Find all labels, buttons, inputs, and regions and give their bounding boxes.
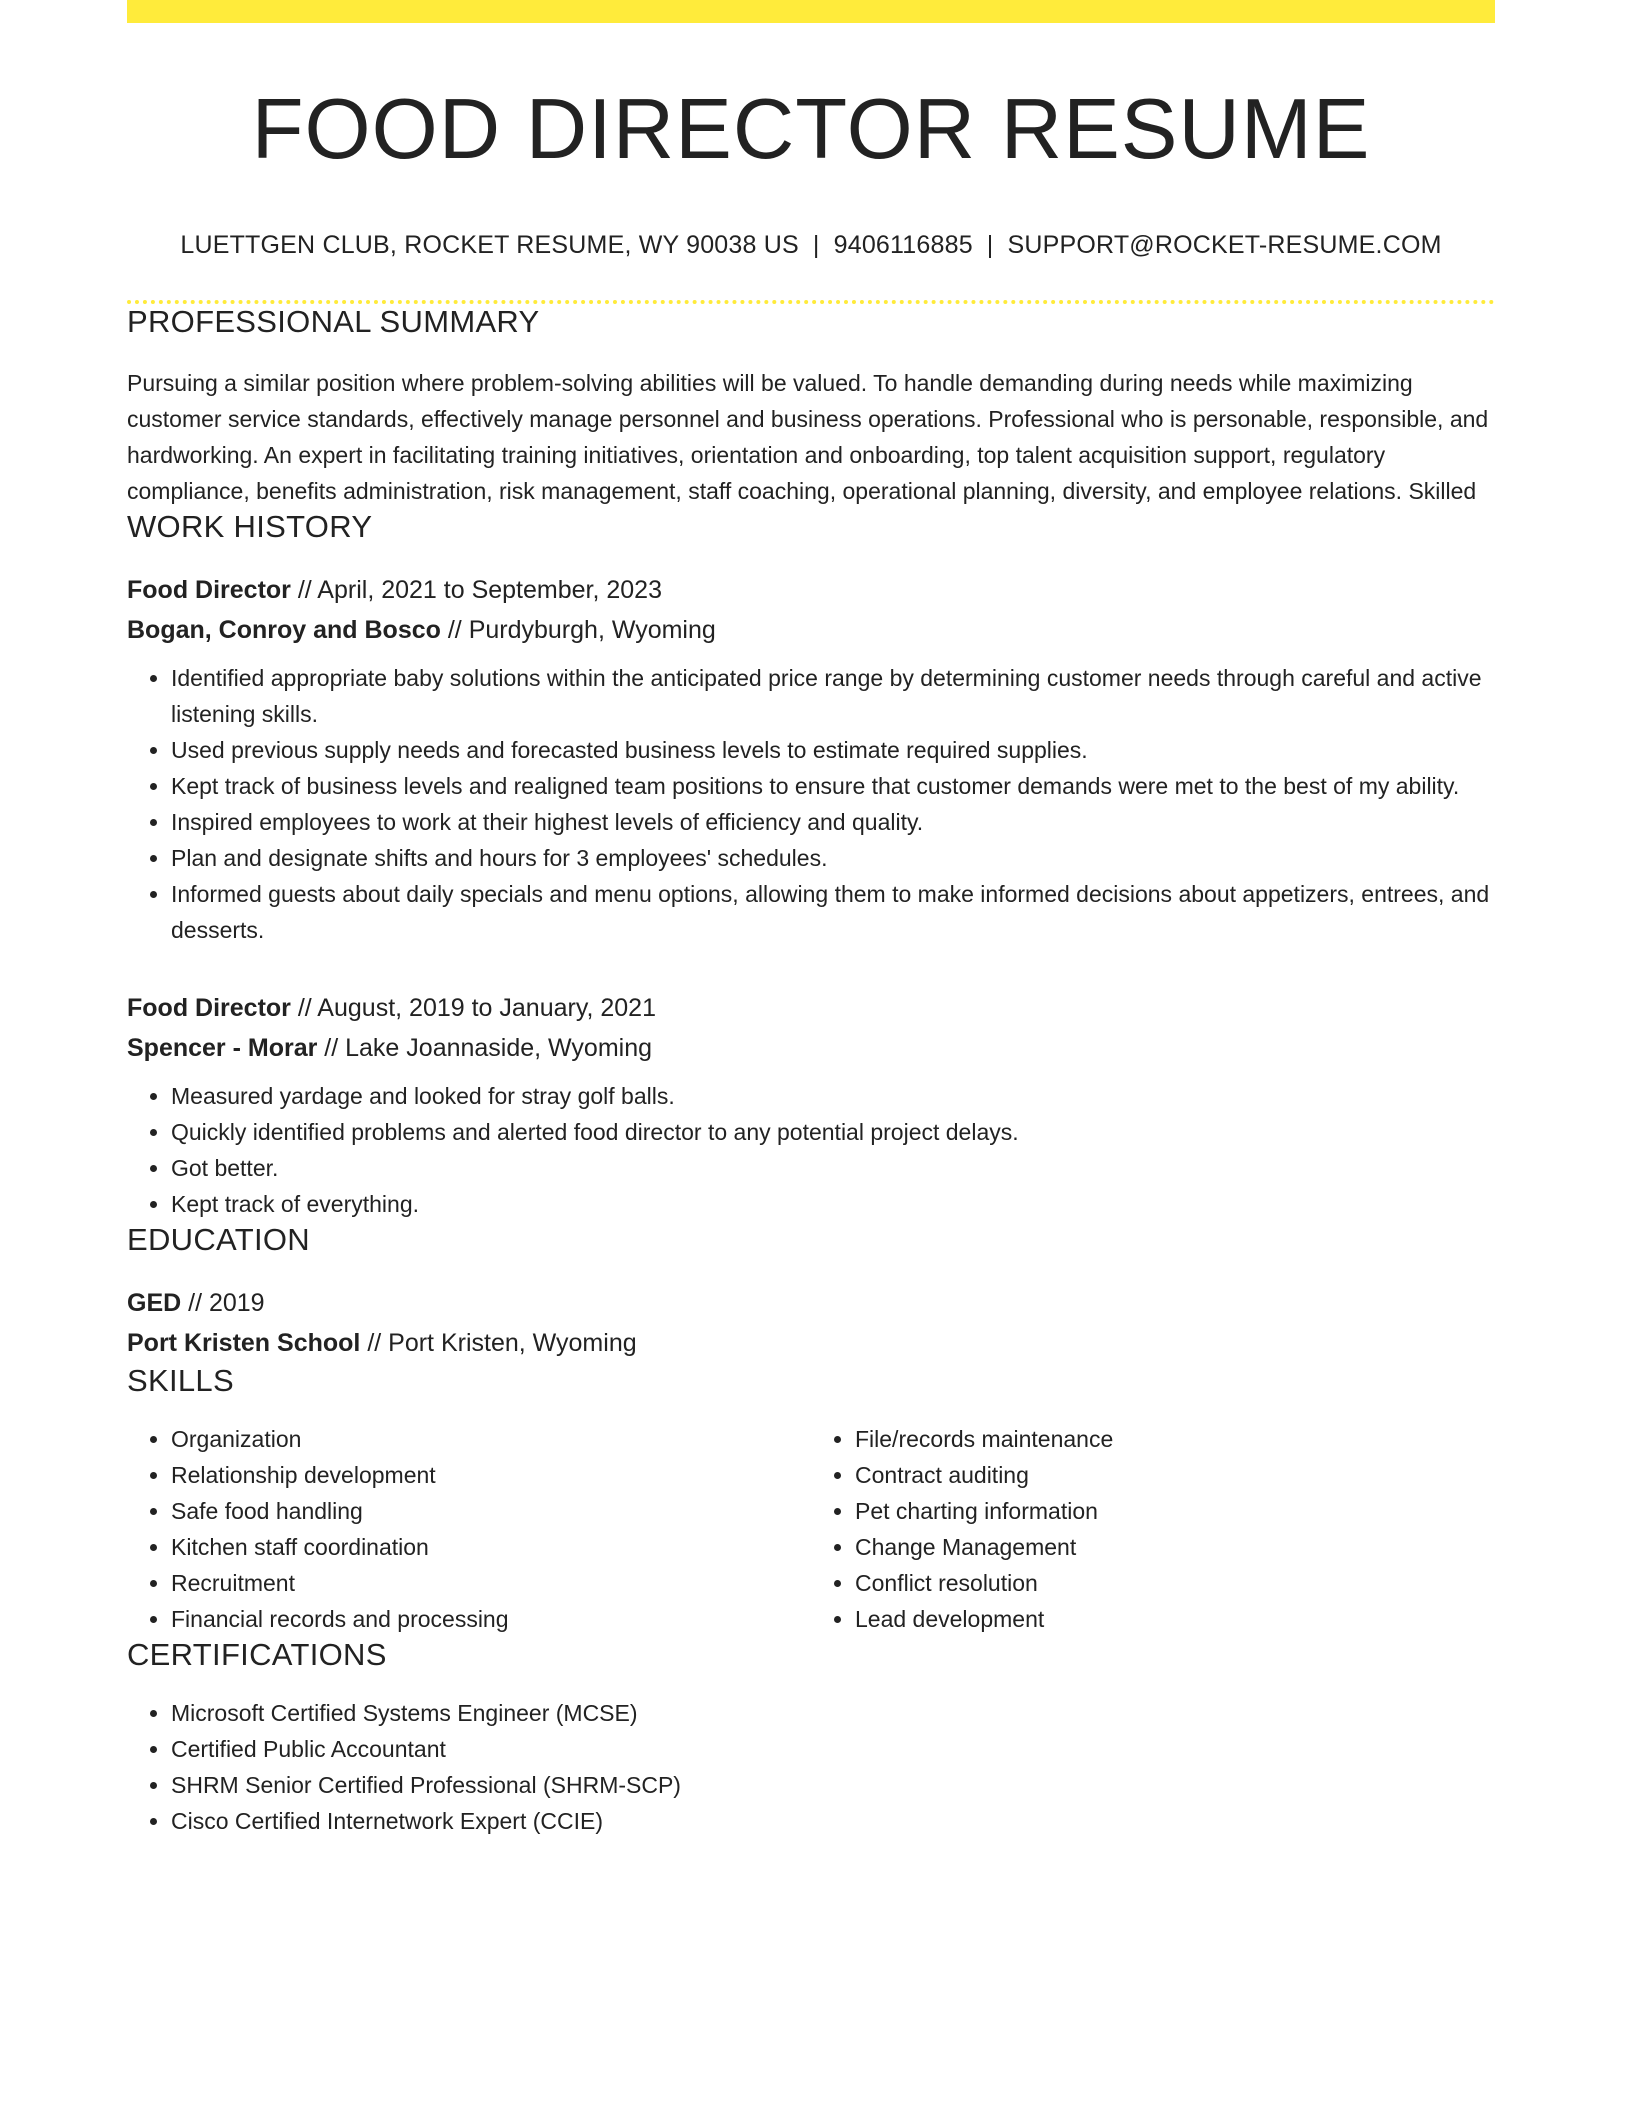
certifications-heading: CERTIFICATIONS — [127, 1637, 387, 1672]
list-item: • Recruitment — [171, 1565, 811, 1601]
contact-email: SUPPORT@ROCKET-RESUME.COM — [1007, 231, 1442, 259]
list-item: • Kitchen staff coordination — [171, 1529, 811, 1565]
job-entry — [127, 988, 1495, 1222]
job-title: Food Director — [127, 994, 291, 1022]
skills-columns — [127, 1421, 1495, 1637]
summary-text: Pursuing a similar position where problem-solving abilities will be valued. To handle demanding during needs while maximizing customer service standards, effectively manage personnel and business operations. Professional who is personable, responsible, and hardworking. An expert in facilitating training initiatives, orientation and onboarding, top talent acquisition support, regulatory compliance, benefits administration, risk management, staff coaching, operational planning, diversity, and employee relations. Skilled — [127, 370, 1489, 504]
job-dates: // August, 2019 to January, 2021 — [290, 994, 656, 1022]
job-location: // Lake Joannaside, Wyoming — [317, 1034, 653, 1062]
certifications-section — [127, 1695, 1495, 1839]
certifications-list — [127, 1695, 1495, 1839]
list-item: • Organization — [171, 1421, 811, 1457]
job-bullets — [127, 660, 1495, 948]
education-degree-line — [127, 1283, 1495, 1323]
list-item: • Financial records and processing — [171, 1601, 811, 1637]
contact-line — [127, 230, 1495, 260]
list-item: • Pet charting information — [855, 1493, 1495, 1529]
education-year: // 2019 — [181, 1289, 265, 1317]
list-item: • Got better. — [171, 1150, 1495, 1186]
job-company: Bogan, Conroy and Bosco — [127, 616, 441, 644]
list-item: • Contract auditing — [855, 1457, 1495, 1493]
list-item: • Identified appropriate baby solutions within the anticipated price range by determining customer needs through careful and active listening skills. — [171, 660, 1495, 732]
job-title-line — [127, 988, 1495, 1028]
list-item: • Conflict resolution — [855, 1565, 1495, 1601]
list-item: • Lead development — [855, 1601, 1495, 1637]
summary-heading: PROFESSIONAL SUMMARY — [127, 304, 540, 339]
contact-address: LUETTGEN CLUB, ROCKET RESUME, WY 90038 US — [180, 231, 799, 259]
list-item: • Used previous supply needs and forecasted business levels to estimate required supplies. — [171, 732, 1495, 768]
education-school-line — [127, 1323, 1495, 1363]
education-location: // Port Kristen, Wyoming — [360, 1329, 637, 1357]
job-bullets — [127, 1078, 1495, 1222]
list-item: • Safe food handling — [171, 1493, 811, 1529]
list-item: • Relationship development — [171, 1457, 811, 1493]
job-title-line — [127, 570, 1495, 610]
list-item: • File/records maintenance — [855, 1421, 1495, 1457]
job-company-line — [127, 1028, 1495, 1068]
list-item: • Quickly identified problems and alerted food director to any potential project delays. — [171, 1114, 1495, 1150]
resume-content — [127, 0, 1495, 1839]
list-item: • Kept track of everything. — [171, 1186, 1495, 1222]
work-history-heading: WORK HISTORY — [127, 509, 373, 544]
contact-separator: | — [986, 231, 994, 259]
education-school: Port Kristen School — [127, 1329, 361, 1357]
list-item: • Measured yardage and looked for stray golf balls. — [171, 1078, 1495, 1114]
education-heading: EDUCATION — [127, 1222, 310, 1257]
job-company-line — [127, 610, 1495, 650]
contact-separator: | — [812, 231, 820, 259]
education-entry — [127, 1283, 1495, 1363]
list-item: • Inspired employees to work at their highest levels of efficiency and quality. — [171, 804, 1495, 840]
list-item: • Certified Public Accountant — [171, 1731, 1495, 1767]
list-item: • SHRM Senior Certified Professional (SHRM-SCP) — [171, 1767, 1495, 1803]
job-dates: // April, 2021 to September, 2023 — [290, 576, 662, 604]
resume-title: FOOD DIRECTOR RESUME — [251, 82, 1371, 177]
list-item: • Change Management — [855, 1529, 1495, 1565]
skills-heading: SKILLS — [127, 1363, 234, 1398]
list-item: • Cisco Certified Internetwork Expert (CCIE) — [171, 1803, 1495, 1839]
job-entry — [127, 570, 1495, 948]
education-degree: GED — [127, 1289, 182, 1317]
list-item: • Informed guests about daily specials and menu options, allowing them to make informed decisions about appetizers, entrees, and desserts. — [171, 876, 1495, 948]
list-item: • Microsoft Certified Systems Engineer (MCSE) — [171, 1695, 1495, 1731]
job-title: Food Director — [127, 576, 291, 604]
list-item: • Plan and designate shifts and hours for 3 employees' schedules. — [171, 840, 1495, 876]
list-item: • Kept track of business levels and realigned team positions to ensure that customer demands were met to the best of my ability. — [171, 768, 1495, 804]
skills-right-column — [811, 1421, 1495, 1637]
job-company: Spencer - Morar — [127, 1034, 318, 1062]
job-location: // Purdyburgh, Wyoming — [440, 616, 716, 644]
skills-left-column — [127, 1421, 811, 1637]
contact-phone: 9406116885 — [833, 231, 973, 259]
